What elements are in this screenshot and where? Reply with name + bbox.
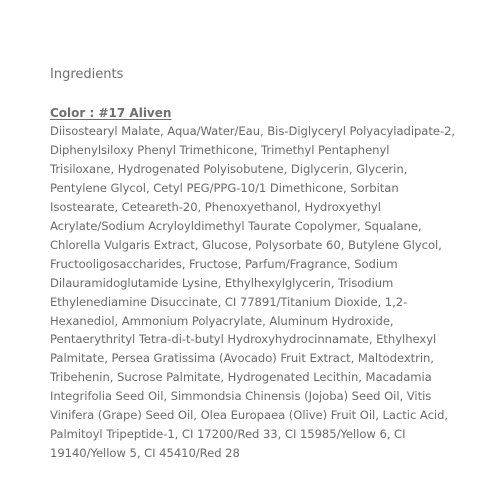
ingredients-line: Integrifolia Seed Oil, Simmondsia Chinensis (Jojoba) Seed Oil, Vitis (50, 389, 432, 404)
ingredients-line: Ethylenediamine Disuccinate, CI 77891/Titanium Dioxide, 1,2- (50, 294, 408, 309)
ingredients-line: Tribehenin, Sucrose Palmitate, Hydrogenated Lecithin, Macadamia (50, 370, 432, 385)
ingredients-line: 19140/Yellow 5, CI 45410/Red 28 (50, 446, 240, 461)
ingredients-line: Diisostearyl Malate, Aqua/Water/Eau, Bis-Diglyceryl Polyacyladipate-2, (50, 124, 456, 138)
ingredients-line: Isostearate, Ceteareth-20, Phenoxyethanol, Hydroxyethyl (50, 199, 381, 214)
ingredients-list (50, 122, 470, 463)
ingredients-line: Pentylene Glycol, Cetyl PEG/PPG-10/1 Dimethicone, Sorbitan (50, 180, 399, 195)
ingredients-line: Acrylate/Sodium Acryloyldimethyl Taurate Copolymer, Squalane, (50, 218, 422, 233)
ingredients-line: Trisiloxane, Hydrogenated Polyisobutene, Diglycerin, Glycerin, (50, 161, 408, 176)
ingredients-line: Vinifera (Grape) Seed Oil, Olea Europaea (Olive) Fruit Oil, Lactic Acid, (50, 408, 449, 423)
ingredients-line: Palmitate, Persea Gratissima (Avocado) Fruit Extract, Maltodextrin, (50, 351, 434, 366)
ingredients-line: Hexanediol, Ammonium Polyacrylate, Aluminum Hydroxide, (50, 313, 394, 328)
ingredients-panel (50, 66, 470, 463)
ingredients-line: Palmitoyl Tripeptide-1, CI 17200/Red 33, CI 15985/Yellow 6, CI (50, 427, 406, 442)
ingredients-line: Chlorella Vulgaris Extract, Glucose, Polysorbate 60, Butylene Glycol, (50, 237, 442, 252)
section-heading: Ingredients (50, 67, 124, 82)
ingredients-line: Pentaerythrityl Tetra-di-t-butyl Hydroxyhydrocinnamate, Ethylhexyl (50, 332, 437, 347)
ingredients-line: Diphenylsiloxy Phenyl Trimethicone, Trimethyl Pentaphenyl (50, 142, 390, 157)
ingredients-line: Fructooligosaccharides, Fructose, Parfum/Fragrance, Sodium (50, 256, 398, 271)
color-label: Color : #17 Aliven (50, 106, 172, 120)
ingredients-line: Dilauramidoglutamide Lysine, Ethylhexylglycerin, Trisodium (50, 275, 394, 290)
